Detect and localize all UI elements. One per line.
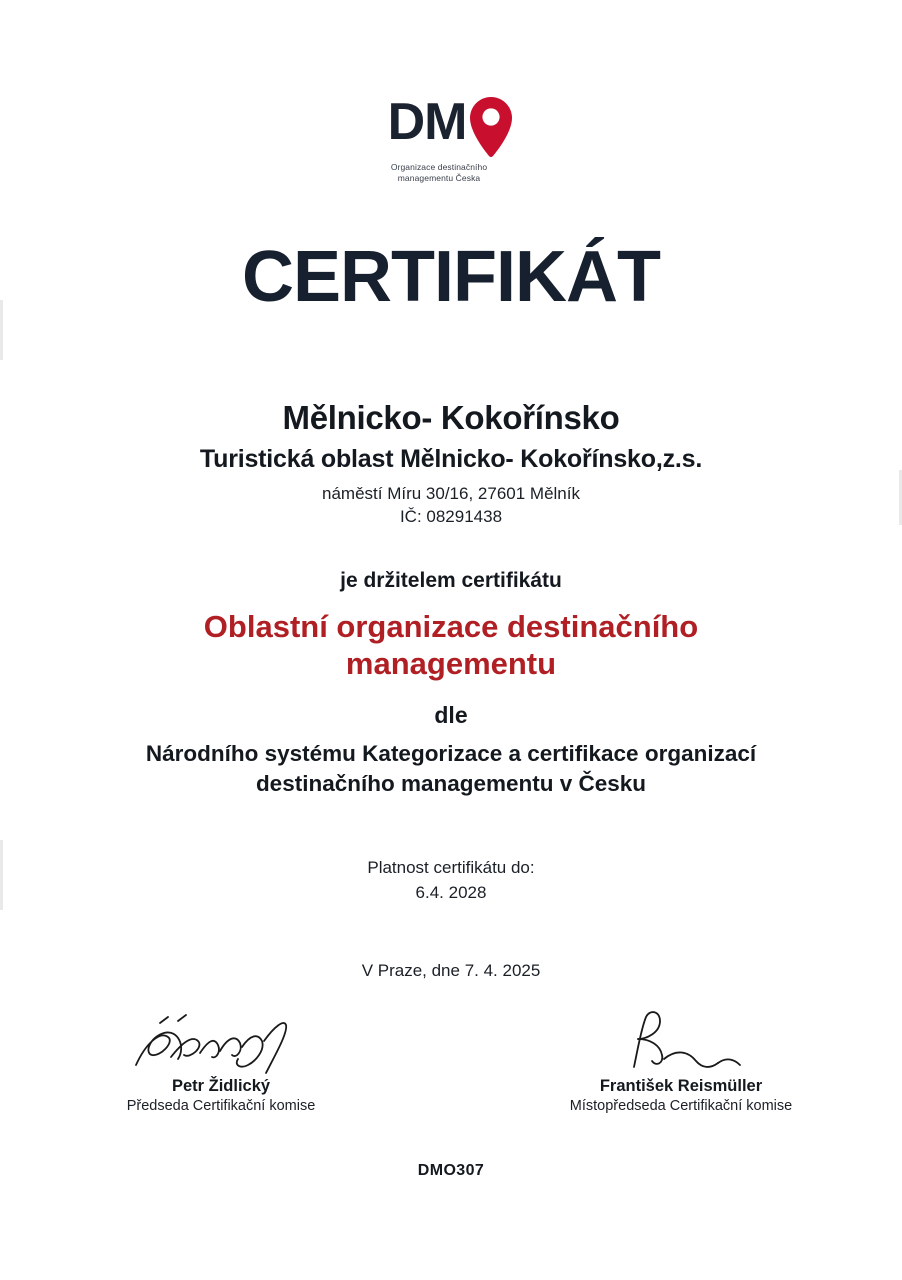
signature-block-vice-chairman — [531, 1007, 831, 1114]
holder-name: Mělnicko- Kokořínsko — [282, 399, 620, 437]
scheme-name-line2: destinačního managementu v Česku — [255, 770, 647, 796]
scheme-name-line1: Národního systému Kategorizace a certifikace organizací — [145, 741, 757, 767]
logo-wordmark: DM — [387, 93, 467, 151]
signature-row — [71, 1007, 831, 1114]
holder-block — [71, 399, 831, 527]
signature-name: František Reismüller — [599, 1077, 763, 1096]
signature-name: Petr Židlický — [171, 1077, 271, 1096]
map-pin-icon — [468, 96, 514, 158]
dmo-logo — [321, 93, 581, 183]
award-title — [91, 609, 811, 682]
statement-lead: je držitelem certifikátu — [340, 569, 562, 593]
page-title: CERTIFIKÁT — [242, 237, 660, 318]
document-code: DMO307 — [417, 1162, 485, 1180]
validity-block — [367, 856, 534, 905]
signature-role: Místopředseda Certifikační komise — [569, 1098, 793, 1115]
signature-role: Předseda Certifikační komise — [126, 1098, 316, 1115]
scan-edge-mark-left-top — [0, 300, 3, 360]
award-title-line1: Oblastní organizace destinačního — [203, 609, 699, 645]
holder-legal-name: Turistická oblast Mělnicko- Kokořínsko,z.s. — [199, 445, 703, 474]
statement-per: dle — [434, 702, 468, 729]
award-title-line2: managementu — [345, 645, 557, 681]
signature-block-chairman — [71, 1007, 371, 1114]
logo-subtitle-line2: managementu Česka — [397, 172, 481, 183]
handwritten-signature-icon — [531, 1007, 831, 1077]
holder-address: náměstí Míru 30/16, 27601 Mělník — [322, 484, 580, 504]
validity-date: 6.4. 2028 — [415, 882, 487, 902]
handwritten-signature-icon — [71, 1007, 371, 1077]
logo-subtitle-line1: Organizace destinačního — [390, 162, 488, 172]
holder-ico: IČ: 08291438 — [399, 507, 503, 527]
scheme-name — [61, 739, 841, 798]
logo-row — [387, 93, 515, 158]
place-and-date: V Praze, dne 7. 4. 2025 — [361, 961, 541, 981]
scan-edge-mark-left-mid — [0, 840, 3, 910]
validity-label: Platnost certifikátu do: — [367, 857, 535, 877]
logo-subtitle — [359, 162, 519, 183]
